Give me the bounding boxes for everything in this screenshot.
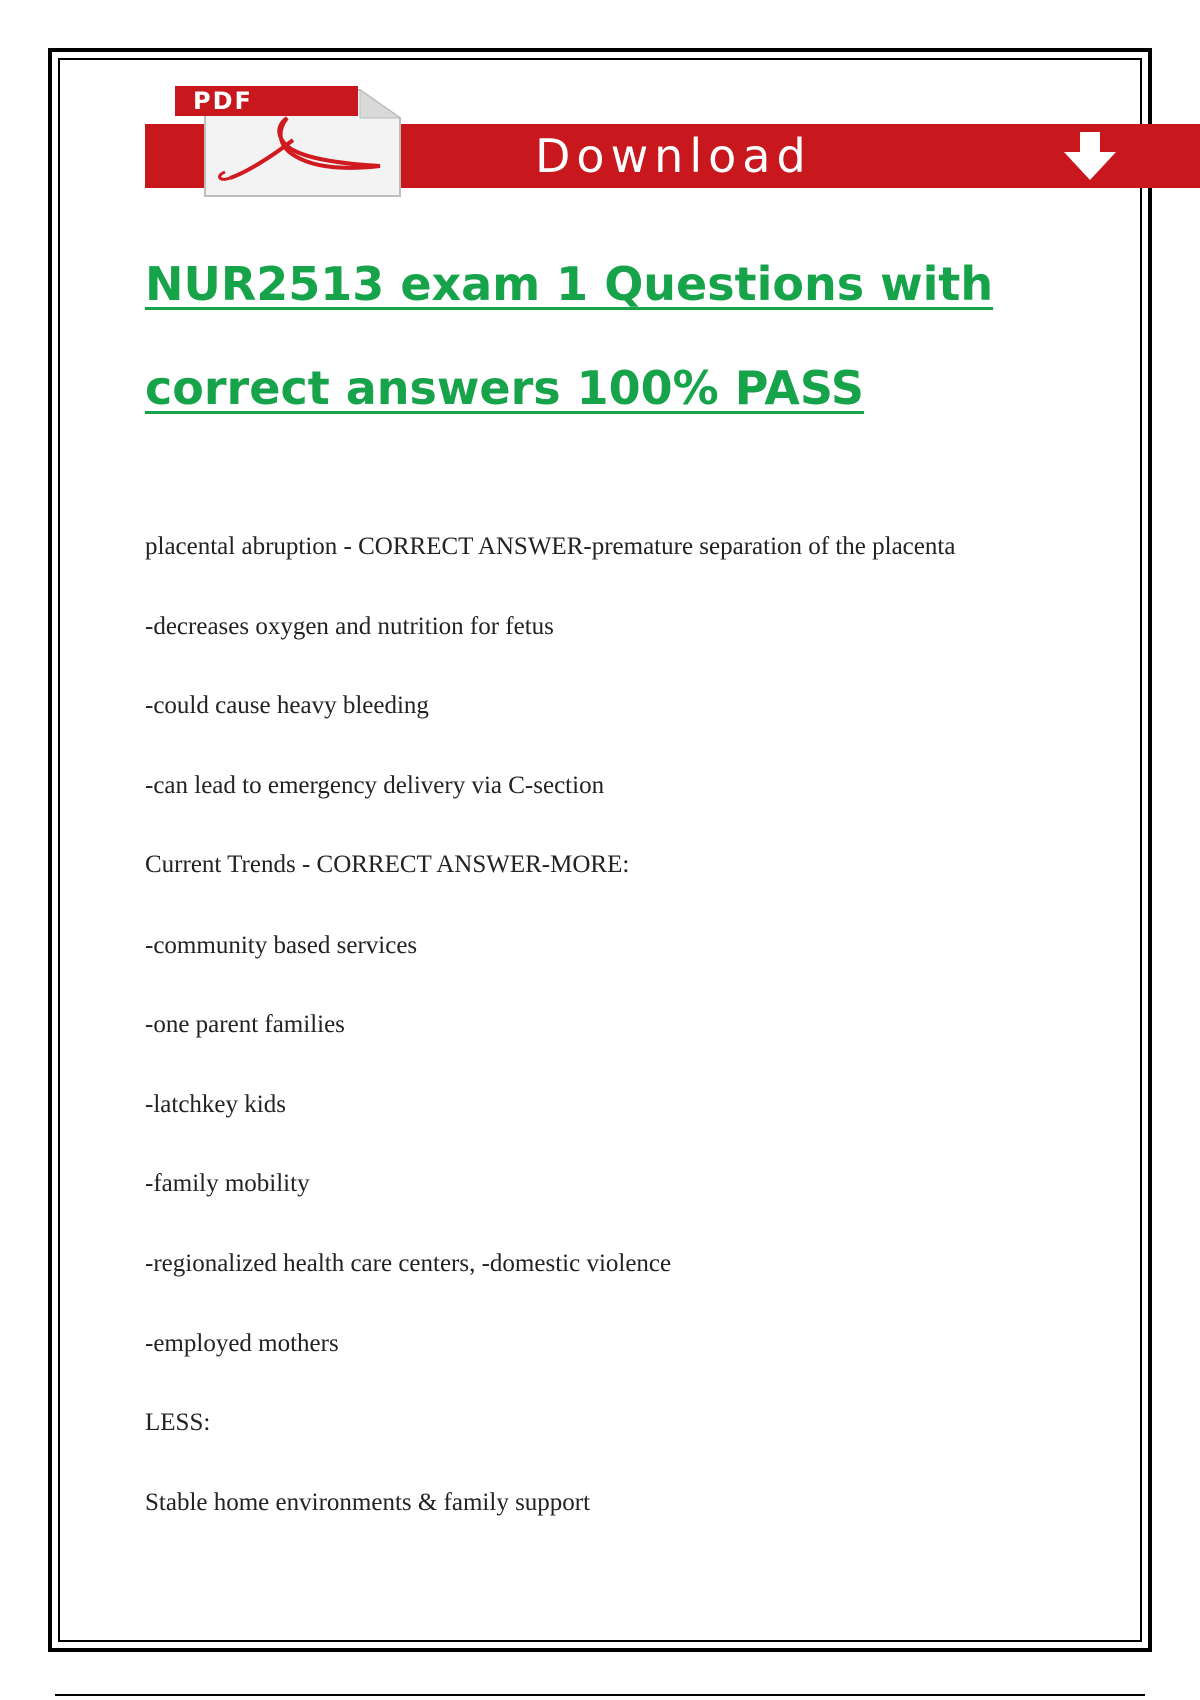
body-line: LESS:	[145, 1409, 211, 1436]
body-line: -family mobility	[145, 1170, 310, 1197]
footer-rule	[55, 1694, 1145, 1696]
document-title	[145, 232, 1105, 440]
pdf-download-banner[interactable]	[145, 78, 1200, 203]
pdf-tag-label: PDF	[175, 86, 358, 116]
body-line: -regionalized health care centers, -domestic violence	[145, 1250, 672, 1277]
body-line: -one parent families	[145, 1011, 345, 1038]
body-line: -employed mothers	[145, 1330, 339, 1357]
body-line: Stable home environments & family support	[145, 1489, 591, 1516]
pdf-file-icon	[175, 78, 415, 203]
download-label[interactable]: Download	[535, 129, 812, 183]
body-line: Current Trends - CORRECT ANSWER-MORE:	[145, 851, 630, 878]
body-line: -could cause heavy bleeding	[145, 692, 429, 719]
body-line: -latchkey kids	[145, 1091, 286, 1118]
body-line: -can lead to emergency delivery via C-section	[145, 772, 605, 799]
body-line: placental abruption - CORRECT ANSWER-premature separation of the placenta	[145, 533, 956, 560]
download-arrow-icon[interactable]	[1050, 130, 1130, 184]
title-line-1: NUR2513 exam 1 Questions with	[145, 257, 994, 311]
body-line: -decreases oxygen and nutrition for fetus	[145, 613, 554, 640]
title-line-2: correct answers 100% PASS	[145, 361, 865, 415]
body-line: -community based services	[145, 932, 418, 959]
